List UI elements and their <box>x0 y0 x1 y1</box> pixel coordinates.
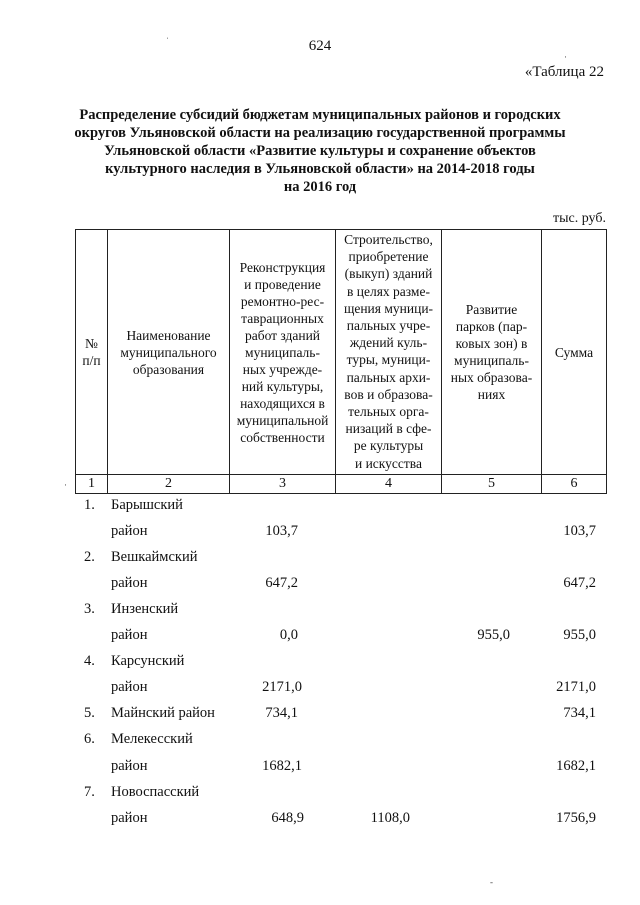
header-line: собственности <box>240 429 325 445</box>
value-sum: 1682,1 <box>556 758 596 774</box>
title-line: Ульяновской области «Развитие культуры и сохранение объектов <box>104 143 536 159</box>
municipality-name-cont: район <box>111 810 148 826</box>
municipality-name: Инзенский <box>111 601 179 617</box>
municipality-name-cont: район <box>111 523 148 539</box>
header-line: Реконструкция <box>239 259 326 275</box>
col-border <box>606 229 607 494</box>
value-sum: 1756,9 <box>556 810 596 826</box>
column-number: 1 <box>88 476 95 491</box>
header-line: ковых зон) в <box>455 336 528 351</box>
value-parks: 955,0 <box>477 627 510 643</box>
value-reconstruction: 647,2 <box>265 575 298 591</box>
header-line: Развитие <box>465 302 518 317</box>
header-line: ний культуры, <box>241 378 324 394</box>
scan-speck: ˈ <box>166 36 169 46</box>
header-col-municipality <box>108 230 229 474</box>
header-line: муниципальной <box>236 412 329 428</box>
page-number: 624 <box>308 38 332 54</box>
header-line: туры, муници- <box>346 352 431 368</box>
header-line: № <box>85 336 98 351</box>
header-line: ждений куль- <box>349 335 428 351</box>
header-line: щения муници- <box>343 300 434 316</box>
value-reconstruction: 1682,1 <box>262 758 302 774</box>
value-sum: 734,1 <box>563 705 596 721</box>
header-line: тельных орга- <box>348 404 429 420</box>
header-line: Строительство, <box>344 232 433 247</box>
column-number: 5 <box>488 476 495 491</box>
header-line: муниципального <box>120 344 217 360</box>
title-line: Распределение субсидий бюджетам муниципальных районов и городских <box>79 107 561 123</box>
header-line: парков (пар- <box>455 319 528 334</box>
header-line: и проведение <box>244 276 321 292</box>
header-line: находящихся в <box>240 395 325 411</box>
number-row-bottom-border <box>75 493 607 494</box>
municipality-name: Карсунский <box>111 653 185 669</box>
header-line: пальных архи- <box>346 369 431 385</box>
header-line: муниципаль- <box>454 353 529 368</box>
municipality-name-cont: район <box>111 758 148 774</box>
municipality-name-cont: район <box>111 575 148 591</box>
value-sum: 955,0 <box>563 627 596 643</box>
header-line: муниципаль- <box>245 344 320 360</box>
header-line: в целях разме- <box>347 283 430 299</box>
value-reconstruction: 734,1 <box>265 705 298 721</box>
header-line: п/п <box>82 353 101 368</box>
scan-speck: · <box>564 52 567 62</box>
unit-label: тыс. руб. <box>553 211 606 226</box>
header-line: работ зданий <box>244 327 321 343</box>
row-number: 1. <box>84 497 95 513</box>
header-line: Наименование <box>126 327 211 343</box>
municipality-name: Барышский <box>111 497 183 513</box>
title-line: на 2016 год <box>283 179 357 195</box>
header-col-sum <box>542 230 606 474</box>
header-line: пальных учре- <box>346 318 431 334</box>
row-number: 6. <box>84 731 95 747</box>
row-number: 4. <box>84 653 95 669</box>
header-line: вов и образова- <box>344 386 433 402</box>
scan-speck: - <box>490 877 493 887</box>
header-col-construction <box>336 230 441 474</box>
row-number: 2. <box>84 549 95 565</box>
column-number: 3 <box>279 476 286 491</box>
header-line: (выкуп) зданий <box>344 266 433 282</box>
table-reference: «Таблица 22 <box>524 64 604 80</box>
header-line: Сумма <box>554 344 594 360</box>
value-reconstruction: 103,7 <box>265 523 298 539</box>
value-sum: 103,7 <box>563 523 596 539</box>
value-reconstruction: 2171,0 <box>262 679 302 695</box>
municipality-name: Новоспасский <box>111 784 200 800</box>
value-sum: 2171,0 <box>556 679 596 695</box>
header-line: ниях <box>477 387 506 402</box>
row-number: 7. <box>84 784 95 800</box>
header-line: ных образова- <box>450 370 533 385</box>
header-line: таврационных <box>241 310 324 326</box>
header-line: и искусства <box>354 455 422 471</box>
row-number: 5. <box>84 705 95 721</box>
title-line: округов Ульяновской области на реализацию государственной программы <box>74 125 566 141</box>
value-construction: 1108,0 <box>370 810 410 826</box>
header-line: образования <box>132 361 205 377</box>
municipality-name: Майнский район <box>111 705 215 721</box>
value-reconstruction: 0,0 <box>279 627 298 643</box>
title-line: культурного наследия в Ульяновской области» на 2014-2018 годы <box>105 161 535 177</box>
municipality-name-cont: район <box>111 679 148 695</box>
header-line: ремонтно-рес- <box>240 293 325 309</box>
municipality-name: Вешкаймский <box>111 549 198 565</box>
header-line: низаций в сфе- <box>345 421 432 437</box>
scan-speck: · <box>64 480 67 490</box>
column-number: 6 <box>570 476 578 491</box>
municipality-name-cont: район <box>111 627 148 643</box>
header-line: ре культуры <box>353 438 424 454</box>
row-number: 3. <box>84 601 95 617</box>
column-number: 2 <box>165 476 172 491</box>
column-number: 4 <box>385 476 392 491</box>
header-col-number <box>75 230 108 474</box>
municipality-name: Мелекесский <box>111 731 193 747</box>
value-reconstruction: 648,9 <box>271 810 304 826</box>
document-title <box>40 106 600 196</box>
value-sum: 647,2 <box>563 575 596 591</box>
header-col-reconstruction <box>230 230 335 474</box>
header-line: приобретение <box>348 249 429 265</box>
header-col-parks <box>442 230 541 474</box>
header-line: ных учрежде- <box>242 361 323 377</box>
